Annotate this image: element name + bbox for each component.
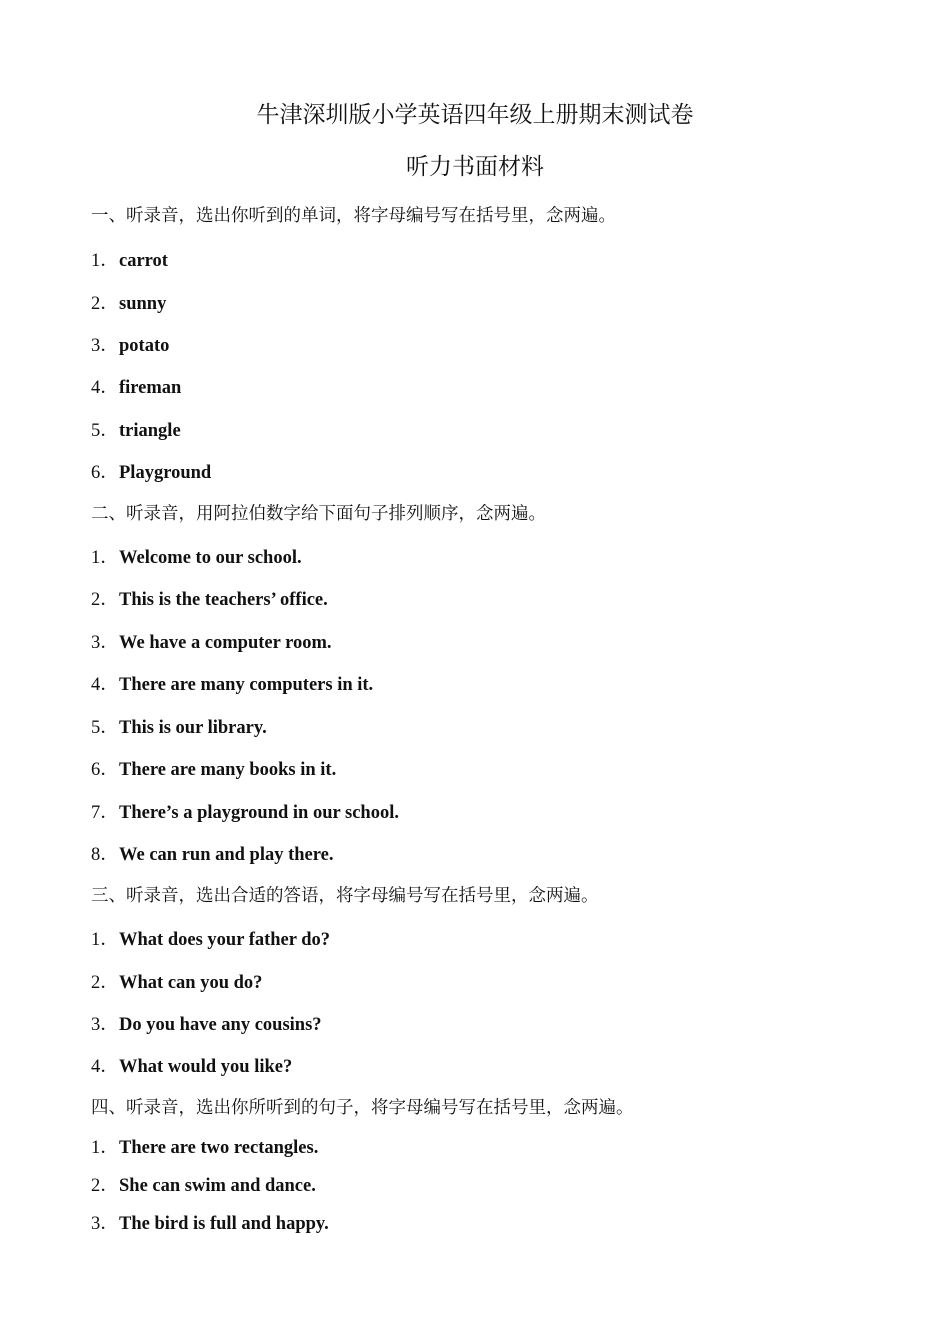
list-item <box>91 925 330 951</box>
item-number: 4． <box>91 1057 119 1077</box>
item-text: This is our library. <box>119 718 267 738</box>
list-item <box>91 1171 316 1197</box>
list-item <box>91 373 181 399</box>
list-item <box>91 416 181 442</box>
list-item <box>91 289 166 315</box>
list-item <box>91 458 211 484</box>
item-number: 2． <box>91 1176 119 1196</box>
item-text: What can you do? <box>119 973 263 993</box>
item-text: fireman <box>119 378 182 398</box>
item-text: There are many computers in it. <box>119 675 374 695</box>
item-number: 3． <box>91 633 119 653</box>
item-text: There are many books in it. <box>119 760 337 780</box>
item-number: 1． <box>91 548 119 568</box>
list-item <box>91 713 267 739</box>
list-item <box>91 1010 322 1036</box>
list-item <box>91 1209 329 1235</box>
list-item <box>91 840 333 866</box>
item-text: Playground <box>119 463 212 483</box>
section-heading-2: 二、听录音，用阿拉伯数字给下面句子排列顺序，念两遍。 <box>91 504 546 524</box>
item-number: 2． <box>91 973 119 993</box>
list-item <box>91 755 336 781</box>
item-number: 2． <box>91 590 119 610</box>
list-item <box>91 798 399 824</box>
item-number: 6． <box>91 760 119 780</box>
list-item <box>91 1133 318 1159</box>
list-item <box>91 670 373 696</box>
list-item <box>91 543 302 569</box>
item-text: We can run and play there. <box>119 845 334 865</box>
item-number: 5． <box>91 718 119 738</box>
item-text: This is the teachers’ office. <box>119 590 328 610</box>
item-text: There are two rectangles. <box>119 1138 319 1158</box>
item-number: 3． <box>91 1015 119 1035</box>
section-heading-4: 四、听录音，选出你所听到的句子，将字母编号写在括号里，念两遍。 <box>91 1098 634 1118</box>
section-heading-3: 三、听录音，选出合适的答语，将字母编号写在括号里，念两遍。 <box>91 886 599 906</box>
section-heading-1: 一、听录音，选出你听到的单词，将字母编号写在括号里，念两遍。 <box>91 206 616 226</box>
item-text: There’s a playground in our school. <box>119 803 399 823</box>
item-number: 5． <box>91 421 119 441</box>
item-text: Do you have any cousins? <box>119 1015 322 1035</box>
list-item <box>91 331 169 357</box>
item-number: 3． <box>91 336 119 356</box>
item-number: 4． <box>91 675 119 695</box>
item-number: 1． <box>91 930 119 950</box>
document-subtitle: 听力书面材料 <box>406 154 544 180</box>
item-text: We have a computer room. <box>119 633 332 653</box>
list-item <box>91 1052 292 1078</box>
item-number: 2． <box>91 294 119 314</box>
item-text: What does your father do? <box>119 930 331 950</box>
item-text: What would you like? <box>119 1057 293 1077</box>
item-number: 1． <box>91 1138 119 1158</box>
item-number: 8． <box>91 845 119 865</box>
item-number: 6． <box>91 463 119 483</box>
item-number: 4． <box>91 378 119 398</box>
item-text: triangle <box>119 421 181 441</box>
document-title: 牛津深圳版小学英语四年级上册期末测试卷 <box>256 102 694 128</box>
item-text: Welcome to our school. <box>119 548 302 568</box>
item-text: The bird is full and happy. <box>119 1214 329 1234</box>
item-number: 3． <box>91 1214 119 1234</box>
item-text: potato <box>119 336 170 356</box>
item-text: She can swim and dance. <box>119 1176 316 1196</box>
list-item <box>91 246 168 272</box>
item-text: sunny <box>119 294 167 314</box>
item-number: 7． <box>91 803 119 823</box>
list-item <box>91 968 262 994</box>
list-item <box>91 628 332 654</box>
item-number: 1． <box>91 251 119 271</box>
list-item <box>91 585 328 611</box>
item-text: carrot <box>119 251 168 271</box>
